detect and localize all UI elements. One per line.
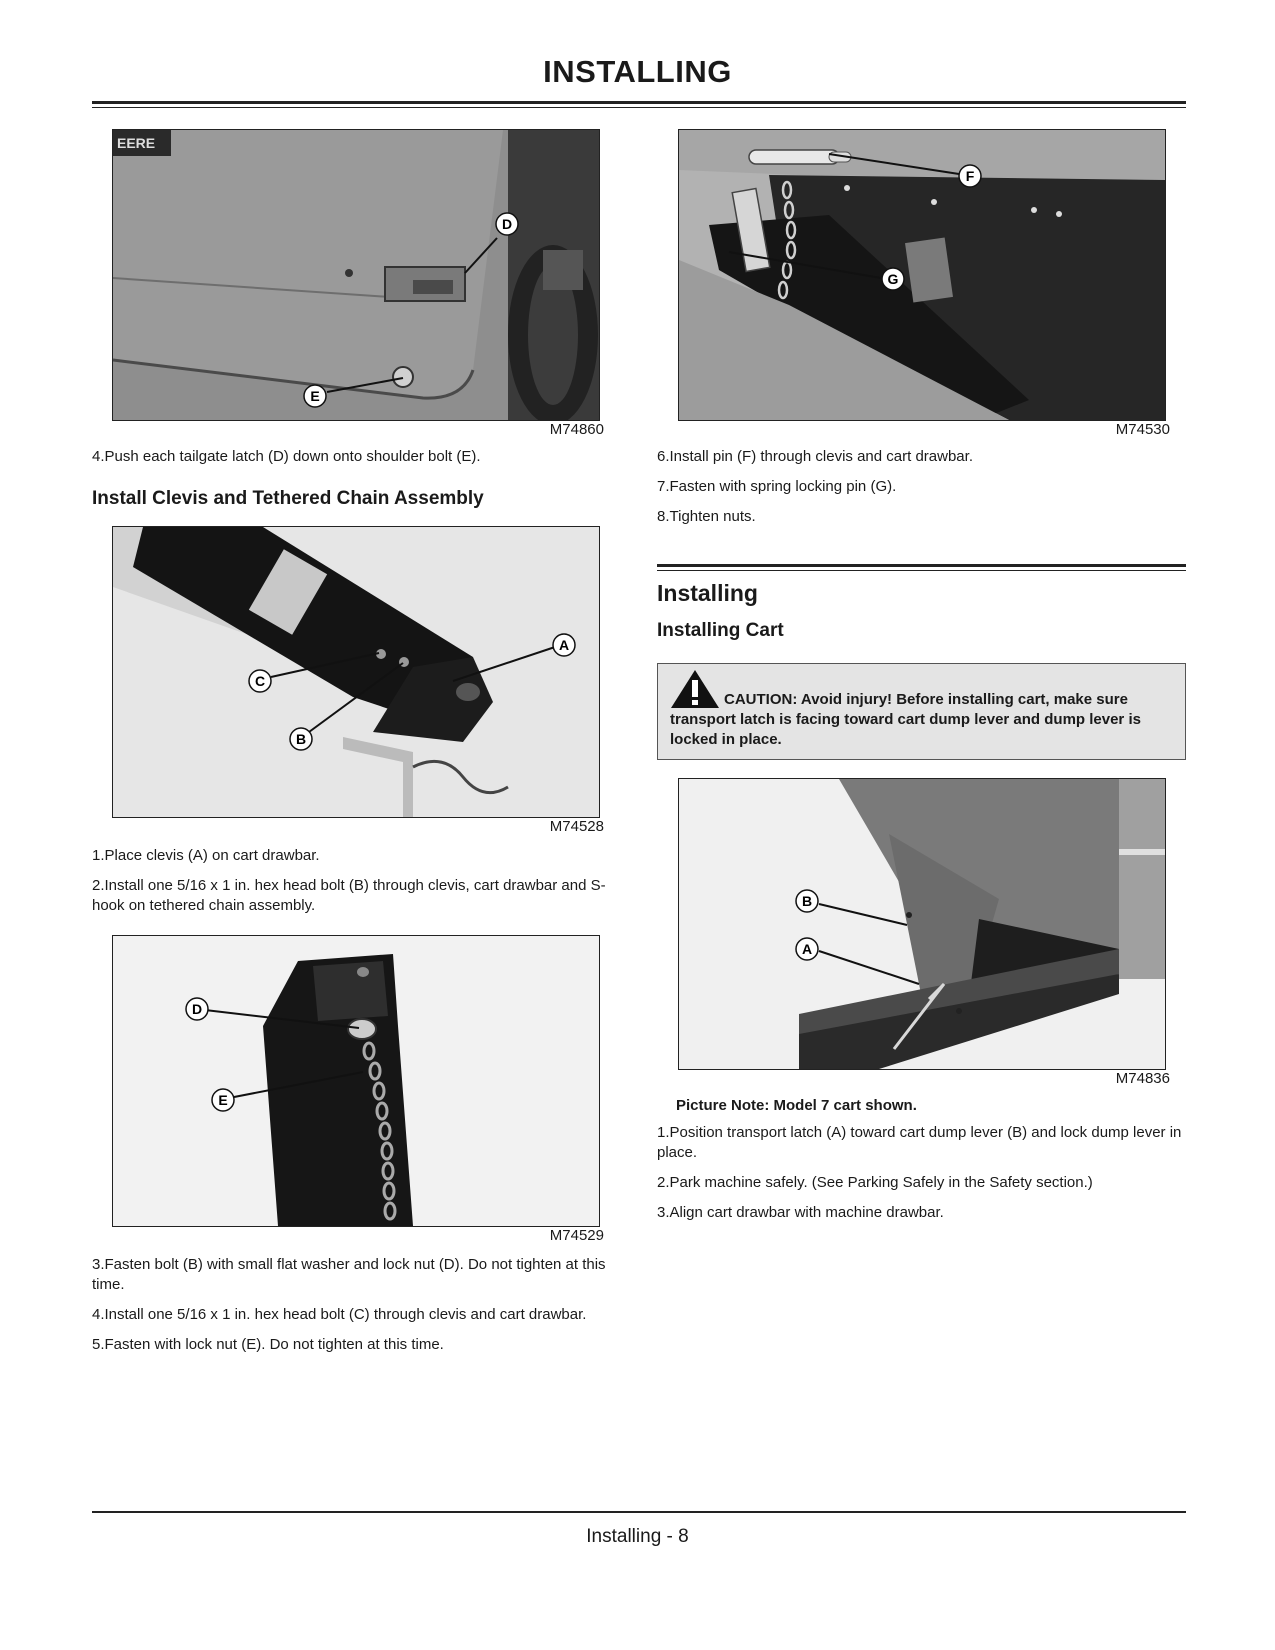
pin-step-7: 7.Fasten with spring locking pin (G).	[657, 478, 897, 495]
caution-box	[657, 663, 1186, 760]
deere-badge-text: EERE	[117, 135, 156, 151]
bolt-step-3: 3.Fasten bolt (B) with small flat washer and lock nut (D). Do not tighten at this time.	[92, 1256, 606, 1293]
pin-illustration	[679, 130, 1165, 420]
cart-step-1: 1.Position transport latch (A) toward cart dump lever (B) and lock dump lever in place.	[657, 1124, 1182, 1161]
cart-step-3: 3.Align cart drawbar with machine drawbar.	[657, 1204, 944, 1221]
callout-c: C	[254, 673, 266, 689]
subheading-installing-cart: Installing Cart	[657, 620, 784, 641]
subheading-clevis: Install Clevis and Tethered Chain Assembly	[92, 488, 484, 509]
callout-d: D	[191, 1001, 203, 1017]
figure-id: M74836	[1115, 1070, 1170, 1087]
page-title: INSTALLING	[543, 54, 732, 89]
tailgate-latch-illustration	[113, 130, 599, 420]
callout-b: B	[295, 731, 307, 747]
warning-triangle-icon	[670, 669, 720, 709]
clevis-illustration	[113, 527, 599, 817]
callout-a: A	[801, 941, 813, 957]
figure-chain	[112, 935, 600, 1227]
bolt-step-5: 5.Fasten with lock nut (E). Do not tighten at this time.	[92, 1336, 444, 1353]
figure-id: M74530	[1115, 421, 1170, 438]
section-heading: Installing	[657, 580, 758, 606]
bolt-step-4: 4.Install one 5/16 x 1 in. hex head bolt (C) through clevis and cart drawbar.	[92, 1306, 587, 1323]
callout-g: G	[887, 271, 899, 287]
figure-id: M74860	[549, 421, 604, 438]
caution-text: CAUTION: Avoid injury! Before installing cart, make sure transport latch is facing toward cart dump lever and dump lever is locked in place.	[670, 691, 1141, 748]
clevis-step-1: 1.Place clevis (A) on cart drawbar.	[92, 847, 320, 864]
pin-step-8: 8.Tighten nuts.	[657, 508, 756, 525]
callout-f: F	[965, 168, 975, 184]
figure-id: M74529	[549, 1227, 604, 1244]
picture-note: Picture Note: Model 7 cart shown.	[676, 1097, 917, 1114]
section-rule-bottom	[657, 570, 1186, 571]
step-latch: 4.Push each tailgate latch (D) down onto shoulder bolt (E).	[92, 448, 481, 465]
callout-b: B	[801, 893, 813, 909]
chain-illustration	[113, 936, 599, 1226]
footer-rule	[92, 1511, 1186, 1513]
figure-pin	[678, 129, 1166, 421]
section-rule-top	[657, 564, 1186, 567]
callout-a: A	[558, 637, 570, 653]
header-rule-bottom	[92, 107, 1186, 108]
figure-tailgate-latch	[112, 129, 600, 421]
page-number: Installing - 8	[586, 1526, 689, 1547]
cart-illustration	[679, 779, 1165, 1069]
callout-d: D	[501, 216, 513, 232]
callout-e: E	[310, 388, 320, 404]
figure-clevis	[112, 526, 600, 818]
cart-step-2: 2.Park machine safely. (See Parking Safely in the Safety section.)	[657, 1174, 1093, 1191]
callout-e: E	[218, 1092, 228, 1108]
header-rule-top	[92, 101, 1186, 104]
clevis-step-2: 2.Install one 5/16 x 1 in. hex head bolt (B) through clevis, cart drawbar and S-hook on tethered chain assembly.	[92, 877, 606, 914]
figure-id: M74528	[549, 818, 604, 835]
pin-step-6: 6.Install pin (F) through clevis and cart drawbar.	[657, 448, 973, 465]
figure-cart	[678, 778, 1166, 1070]
